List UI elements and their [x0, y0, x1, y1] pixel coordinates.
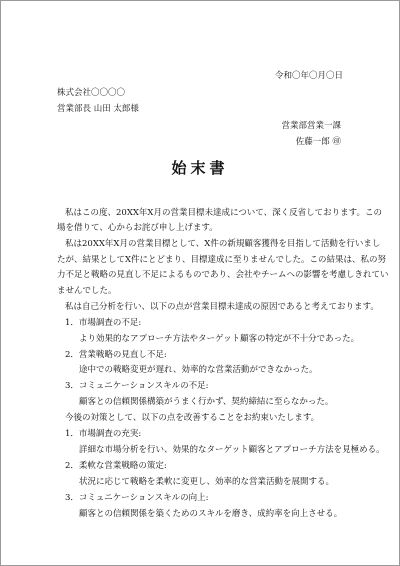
body-text-line: 今後の対策として、以下の点を改善することをお約束いたします。	[65, 413, 320, 423]
list-item-detail: 詳細な市場分析を行い、効果的なターゲット顧客とアプローチ方法を見極める。	[79, 445, 385, 455]
list-item-detail: より効果的なアプローチ方法やターゲット顧客の特定が不十分であった。	[79, 334, 360, 344]
list-item-head: 3．コミュニケーションスキルの不足:	[65, 381, 209, 391]
body-text-line: たが、結果としてX件にとどまり、目標達成に至りませんでした。この結果は、私の努	[57, 255, 387, 265]
document-date: 令和〇年〇月〇日	[274, 71, 343, 81]
list-item-head: 1．市場調査の不足:	[65, 318, 142, 328]
list-item-head: 2．柔軟な営業戦略の策定:	[65, 461, 167, 471]
body-text-line: 場を借りて、心からお詫び申し上げます。	[57, 223, 218, 233]
recipient-name: 営業部長 山田 太郎様	[57, 104, 139, 114]
list-item-head: 1．市場調査の充実:	[65, 429, 142, 439]
list-item-detail: 状況に応じて戦略を柔軟に変更し、効率的な営業活動を展開する。	[79, 477, 335, 487]
list-item-head: 3．コミュニケーションスキルの向上:	[65, 493, 209, 503]
body-text-line: 私はこの度、20XX年X月の営業目標未達成について、深く反省しております。この	[65, 208, 382, 218]
list-item-detail: 顧客との信頼関係構築がうまく行かず、契約締結に至らなかった。	[79, 397, 334, 407]
list-item-detail: 顧客との信頼関係を築くためのスキルを磨き、成約率を向上させる。	[79, 509, 343, 519]
body-text-line: 私は20XX年X月の営業目標として、X件の新規顧客獲得を目指して活動を行いまし	[65, 239, 381, 249]
list-item-head: 2．営業戦略の見直し不足:	[65, 350, 167, 360]
body-text-line: 私は自己分析を行い、以下の点が営業目標未達成の原因であると考えております。	[65, 302, 379, 312]
list-item-detail: 途中での戦略変更が遅れ、効率的な営業活動ができなかった。	[79, 365, 318, 375]
body-text-line: 力不足と戦略の見直し不足によるものであり、会社やチームへの影響を考慮しきれてい	[57, 270, 389, 280]
recipient-company: 株式会社〇〇〇〇	[57, 88, 126, 98]
document-title: 始末書	[171, 159, 229, 177]
sender-department: 営業部営業一課	[281, 121, 341, 131]
body-text-line: ませんでした。	[57, 286, 117, 296]
sender-name: 佐藤一郎 ㊞	[295, 137, 341, 147]
